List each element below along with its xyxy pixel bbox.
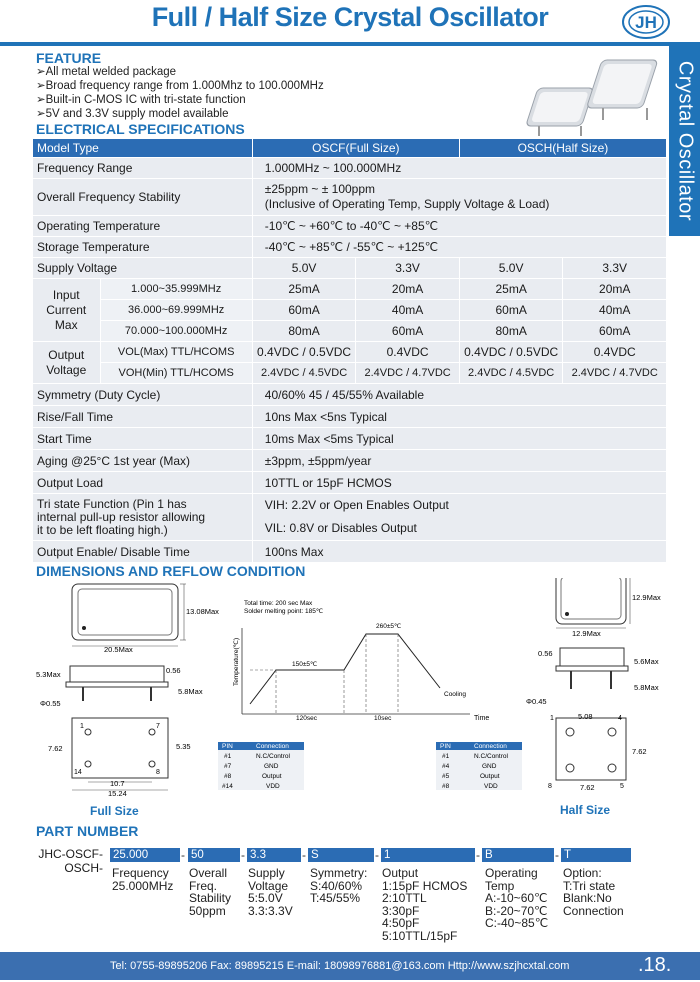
spec-row xyxy=(33,179,667,216)
pin-number: 1 xyxy=(80,723,84,730)
dimensions-heading: DIMENSIONS AND REFLOW CONDITION xyxy=(36,563,306,579)
desc-line: Output xyxy=(382,866,419,880)
voh-label: VOH(Min) TTL/HCOMS xyxy=(100,363,252,384)
spec-label: Aging @25°C 1st year (Max) xyxy=(33,450,252,472)
pn-desc-stability xyxy=(189,867,231,917)
pin-number: 8 xyxy=(548,783,552,790)
full-width-label: 20.5Max xyxy=(104,645,133,654)
spec-value: 60mA xyxy=(356,321,460,342)
label-line: Voltage xyxy=(46,362,87,377)
label-line: Tri state Function (Pin 1 has xyxy=(37,496,187,511)
desc-line: Overall xyxy=(189,866,228,880)
full-side-height-label: 5.3Max xyxy=(36,670,61,679)
spec-value: 25mA xyxy=(252,279,356,300)
freq-range-cell: 36.000~69.999MHz xyxy=(100,300,252,321)
prefix-line: OSCH- xyxy=(64,861,103,875)
spec-label: Output Enable/ Disable Time xyxy=(33,541,252,563)
reflow-xlabel: Time xyxy=(474,715,490,722)
pn-desc-symmetry xyxy=(310,867,367,905)
reflow-ylabel: Temperature(℃) xyxy=(233,637,240,686)
pin-cell: #14 xyxy=(222,783,233,790)
spec-label: Overall Frequency Stability xyxy=(33,179,252,216)
pin-cell: VDD xyxy=(266,783,280,790)
desc-line: S:40/60% xyxy=(310,878,363,893)
desc-line: 3.3:3.3V xyxy=(248,903,293,918)
pin-cell: Output xyxy=(262,773,282,780)
full-lead-label: 0.56 xyxy=(166,666,181,675)
spec-value: ±3ppm, ±5ppm/year xyxy=(252,450,666,472)
desc-line: Freq. xyxy=(189,878,218,893)
spec-value: 40mA xyxy=(563,300,667,321)
desc-line: A:-10~60℃ xyxy=(485,891,548,905)
spec-row xyxy=(33,321,667,342)
desc-line: Frequency xyxy=(112,866,169,880)
spec-value: 25mA xyxy=(459,279,563,300)
spec-row xyxy=(33,258,667,279)
spec-value: 80mA xyxy=(252,321,356,342)
side-tab-label: Crystal Oscillator xyxy=(674,60,696,222)
spec-label: Start Time xyxy=(33,428,252,450)
desc-line: 50ppm xyxy=(189,903,226,918)
desc-line: Connection xyxy=(563,903,624,918)
spec-label: Frequency Range xyxy=(33,158,252,179)
reflow-profile xyxy=(233,600,489,722)
spec-value: 40/60% 45 / 45/55% Available xyxy=(252,384,666,406)
title-underline xyxy=(0,42,700,46)
spec-row xyxy=(33,428,667,450)
spec-row xyxy=(33,342,667,363)
desc-line: Operating xyxy=(485,866,538,880)
feature-heading: FEATURE xyxy=(36,50,102,66)
desc-line: T:45/55% xyxy=(310,891,361,905)
freq-range-cell: 70.000~100.000MHz xyxy=(100,321,252,342)
full-gap-label: 5.35 xyxy=(176,742,191,751)
full-lead-height-label: 5.8Max xyxy=(178,687,203,696)
pn-code-voltage: 3.3 xyxy=(247,848,301,862)
model-type-header: Model Type xyxy=(33,139,252,158)
oscf-header: OSCF(Full Size) xyxy=(252,139,459,158)
spec-value: 60mA xyxy=(252,300,356,321)
spec-value xyxy=(252,179,666,216)
spec-label: Output Load xyxy=(33,472,252,494)
desc-line: 2:10TTL xyxy=(382,891,427,905)
pn-code-option: T xyxy=(561,848,631,862)
stability-line: (Inclusive of Operating Temp, Supply Voltage & Load) xyxy=(264,197,550,211)
tristate-line: VIL: 0.8V or Disables Output xyxy=(264,521,417,535)
input-current-label xyxy=(33,279,100,342)
half-lead-label: 0.56 xyxy=(538,649,553,658)
pn-separator: - xyxy=(555,848,559,862)
pin-number: 7 xyxy=(156,723,160,730)
pin-number: 8 xyxy=(156,769,160,776)
reflow-note: Solder melting point: 185℃ xyxy=(244,608,324,615)
half-pitch-top-label: 5.08 xyxy=(578,712,593,721)
spec-value xyxy=(252,494,666,541)
spec-label: Supply Voltage xyxy=(33,258,252,279)
pn-desc-voltage xyxy=(248,867,293,917)
tristate-line: VIH: 2.2V or Open Enables Output xyxy=(264,498,449,512)
footer-bar xyxy=(0,952,700,980)
spec-value: 1.000MHz ~ 100.000MHz xyxy=(252,158,666,179)
pn-separator: - xyxy=(181,848,185,862)
spec-label: Rise/Fall Time xyxy=(33,406,252,428)
dimensions-drawing xyxy=(0,578,700,818)
desc-line: Temp xyxy=(485,878,515,893)
spec-row xyxy=(33,363,667,384)
spec-row xyxy=(33,216,667,237)
spec-value: 2.4VDC / 4.5VDC xyxy=(459,363,563,384)
reflow-t2-label: 10sec xyxy=(374,715,392,722)
desc-line: Voltage xyxy=(248,878,289,893)
pn-separator: - xyxy=(476,848,480,862)
reflow-peak-label: 260±5℃ xyxy=(376,623,402,630)
pin-cell: VDD xyxy=(484,783,498,790)
pin-col-header: Connection xyxy=(474,743,507,750)
stability-line: ±25ppm ~ ± 100ppm xyxy=(264,182,376,196)
pin-col-header: Connection xyxy=(256,743,289,750)
full-size-caption: Full Size xyxy=(90,804,139,818)
spec-row xyxy=(33,300,667,321)
half-pitch-y-label: 7.62 xyxy=(632,747,647,756)
half-size-caption: Half Size xyxy=(560,803,611,817)
pin-cell: #5 xyxy=(442,773,450,780)
half-side-height-label: 5.6Max xyxy=(634,657,659,666)
pn-code-temp: B xyxy=(482,848,554,862)
label-line: Output xyxy=(48,347,85,362)
spec-value: 10ns Max <5ns Typical xyxy=(252,406,666,428)
half-lead-height-label: 5.8Max xyxy=(634,683,659,692)
label-line: Max xyxy=(54,317,78,332)
spec-value: 2.4VDC / 4.7VDC xyxy=(563,363,667,384)
desc-line: Symmetry: xyxy=(310,866,368,880)
spec-label xyxy=(33,494,252,541)
desc-line: T:Tri state xyxy=(563,878,616,893)
pin-cell: #7 xyxy=(224,763,232,770)
specs-heading: ELECTRICAL SPECIFICATIONS xyxy=(36,121,245,137)
page-number: .18. xyxy=(638,954,672,976)
spec-value: 10TTL or 15pF HCMOS xyxy=(252,472,666,494)
spec-value: 0.4VDC / 0.5VDC xyxy=(459,342,563,363)
spec-row xyxy=(33,406,667,428)
half-width-label: 12.9Max xyxy=(572,629,601,638)
desc-line: Stability xyxy=(189,891,232,905)
spec-value: 3.3V xyxy=(356,258,460,279)
feature-item: ➢5V and 3.3V supply model available xyxy=(36,108,229,120)
logo-text: JH xyxy=(635,13,657,32)
product-photo xyxy=(520,50,670,143)
feature-item: ➢Broad frequency range from 1.000Mhz to 100.000MHz xyxy=(36,80,324,92)
pin-number: 4 xyxy=(618,715,622,722)
osch-header: OSCH(Half Size) xyxy=(459,139,666,158)
half-pitch-x-label: 7.62 xyxy=(580,783,595,792)
full-height-label: 13.08Max xyxy=(186,607,219,616)
label-line: it to be left floating high.) xyxy=(37,522,168,537)
label-line: Current xyxy=(46,302,87,317)
pn-desc-temp xyxy=(485,867,548,930)
pin-cell: #1 xyxy=(442,753,450,760)
pin-table-half xyxy=(436,742,522,790)
spec-row xyxy=(33,494,667,541)
part-number-heading: PART NUMBER xyxy=(36,823,139,839)
spec-row xyxy=(33,541,667,563)
vol-label: VOL(Max) TTL/HCOMS xyxy=(100,342,252,363)
pin-table-full xyxy=(218,742,304,790)
desc-line: 3:30pF xyxy=(382,903,420,918)
full-pitch-x-label: 10.7 xyxy=(110,779,125,788)
spec-label: Operating Temperature xyxy=(33,216,252,237)
half-size-drawing xyxy=(526,578,661,817)
pin-number: 1 xyxy=(550,715,554,722)
reflow-soak-label: 150±5℃ xyxy=(292,661,318,668)
desc-line: 5:5.0V xyxy=(248,891,283,905)
output-voltage-label xyxy=(33,342,100,384)
full-pitch-y-label: 7.62 xyxy=(48,744,63,753)
label-line: internal pull-up resistor allowing xyxy=(37,509,206,524)
company-logo xyxy=(621,4,671,40)
reflow-t1-label: 120sec xyxy=(296,715,317,722)
pin-cell: N.C/Control xyxy=(256,753,290,760)
spec-value: 3.3V xyxy=(563,258,667,279)
spec-label: Storage Temperature xyxy=(33,237,252,258)
spec-value: 0.4VDC xyxy=(563,342,667,363)
spec-value: 40mA xyxy=(356,300,460,321)
feature-item: ➢Built-in C-MOS IC with tri-state function xyxy=(36,94,246,106)
pin-cell: #4 xyxy=(442,763,450,770)
spec-value: 10ms Max <5ms Typical xyxy=(252,428,666,450)
pin-col-header: PIN xyxy=(222,743,233,750)
pn-separator: - xyxy=(302,848,306,862)
pin-cell: #8 xyxy=(442,783,450,790)
pn-code-stability: 50 xyxy=(188,848,240,862)
pin-number: 5 xyxy=(620,783,624,790)
pin-number: 14 xyxy=(74,769,82,776)
pin-cell: Output xyxy=(480,773,500,780)
side-tab xyxy=(669,46,700,236)
reflow-note: Total time: 200 sec Max xyxy=(244,600,313,607)
desc-line: 25.000MHz xyxy=(112,878,174,893)
desc-line: 4:50pF xyxy=(382,916,420,930)
full-total-x-label: 15.24 xyxy=(108,789,127,798)
desc-line: C:-40~85℃ xyxy=(485,916,549,930)
pin-cell: GND xyxy=(264,763,279,770)
desc-line: 1:15pF HCMOS xyxy=(382,878,468,893)
spec-header-row xyxy=(33,139,667,158)
spec-value: -10℃ ~ +60℃ to -40℃ ~ +85℃ xyxy=(252,216,666,237)
pn-desc-frequency xyxy=(112,867,173,892)
pin-cell: #8 xyxy=(224,773,232,780)
spec-row xyxy=(33,158,667,179)
spec-row xyxy=(33,384,667,406)
pn-code-symmetry: S xyxy=(308,848,374,862)
pin-col-header: PIN xyxy=(440,743,451,750)
spec-value: -40℃ ~ +85℃ / -55℃ ~ +125℃ xyxy=(252,237,666,258)
spec-value: 60mA xyxy=(563,321,667,342)
spec-value: 60mA xyxy=(459,300,563,321)
desc-line: Supply xyxy=(248,866,285,880)
spec-label: Symmetry (Duty Cycle) xyxy=(33,384,252,406)
half-pin-diameter-label: Φ0.45 xyxy=(526,697,547,706)
freq-range-cell: 1.000~35.999MHz xyxy=(100,279,252,300)
spec-value: 2.4VDC / 4.5VDC xyxy=(252,363,356,384)
desc-line: B:-20~70℃ xyxy=(485,903,548,918)
desc-line: 5:10TTL/15pF xyxy=(382,928,458,943)
spec-row xyxy=(33,450,667,472)
full-size-drawing xyxy=(36,584,219,818)
half-height-label: 12.9Max xyxy=(632,593,661,602)
spec-value: 5.0V xyxy=(252,258,356,279)
footer-contact: Tel: 0755-89895206 Fax: 89895215 E-mail: 18098976881@163.com Http://www.szjhcxtal.com xyxy=(110,960,570,972)
spec-row xyxy=(33,279,667,300)
spec-row xyxy=(33,472,667,494)
pn-code-output: 1 xyxy=(381,848,475,862)
pin-cell: #1 xyxy=(224,753,232,760)
pn-separator: - xyxy=(375,848,379,862)
label-line: Input xyxy=(52,287,80,302)
spec-value: 2.4VDC / 4.7VDC xyxy=(356,363,460,384)
desc-line: Blank:No xyxy=(563,891,612,905)
pin-cell: N.C/Control xyxy=(474,753,508,760)
pn-desc-output xyxy=(382,867,467,942)
spec-value: 0.4VDC / 0.5VDC xyxy=(252,342,356,363)
pn-code-frequency: 25.000 xyxy=(110,848,180,862)
pin-cell: GND xyxy=(482,763,497,770)
spec-value: 0.4VDC xyxy=(356,342,460,363)
desc-line: Option: xyxy=(563,866,602,880)
pn-separator: - xyxy=(241,848,245,862)
page-title: Full / Half Size Crystal Oscillator xyxy=(151,2,549,32)
part-number-prefix xyxy=(37,847,103,875)
spec-value: 100ns Max xyxy=(252,541,666,563)
spec-value: 80mA xyxy=(459,321,563,342)
spec-value: 5.0V xyxy=(459,258,563,279)
pn-desc-option xyxy=(563,867,624,917)
electrical-spec-table xyxy=(33,139,667,563)
prefix-line: JHC-OSCF- xyxy=(38,847,103,861)
spec-value: 20mA xyxy=(563,279,667,300)
full-pin-diameter-label: Φ0.55 xyxy=(40,699,61,708)
spec-value: 20mA xyxy=(356,279,460,300)
spec-row xyxy=(33,237,667,258)
reflow-cooling-label: Cooling xyxy=(444,691,467,698)
feature-item: ➢All metal welded package xyxy=(36,66,177,78)
